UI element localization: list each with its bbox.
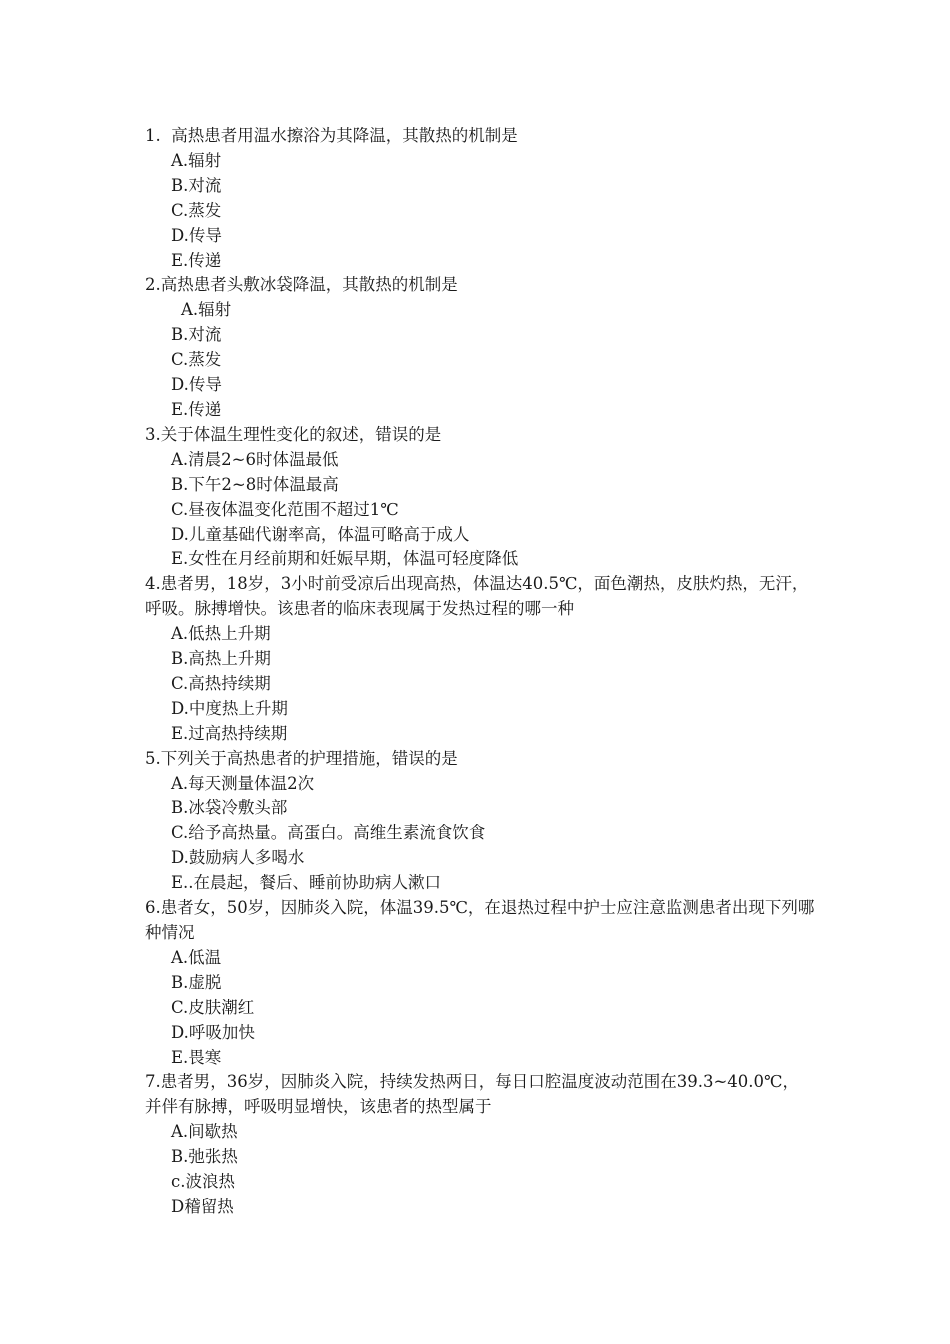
question-5 [145,747,815,896]
question-stem: 6.患者女，50岁，因肺炎入院，体温39.5℃，在退热过程中护士应注意监测患者出现下列哪种情况 [145,898,815,942]
option-e: E..在晨起，餐后、睡前协助病人漱口 [171,873,442,893]
option-c: C.皮肤潮红 [171,997,255,1017]
option-d: D.传导 [171,375,222,395]
option-d: D.鼓励病人多喝水 [171,848,305,868]
option-b: B.对流 [171,175,222,195]
option-e: E.畏寒 [171,1047,222,1067]
option-b: B.弛张热 [171,1147,238,1167]
option-c: c.波浪热 [171,1172,235,1192]
option-d: D.呼吸加快 [171,1022,255,1042]
option-c: C.蒸发 [171,350,222,370]
option-e: E.传递 [171,250,222,270]
question-stem: 4.患者男，18岁，3小时前受凉后出现高热，体温达40.5℃，面色潮热，皮肤灼热，无汗，呼吸。脉搏增快。该患者的临床表现属于发热过程的哪一种 [145,574,809,619]
question-3 [145,423,815,572]
option-c: C.蒸发 [171,200,222,220]
option-a: A.辐射 [171,150,222,170]
option-a: A.低热上升期 [171,624,271,644]
option-c: C.给予高热量。高蛋白。高维生素流食饮食 [171,823,486,843]
question-1 [145,124,815,273]
option-d: D.传导 [171,225,222,245]
question-list [145,124,815,1220]
option-e: E.过高热持续期 [171,723,288,743]
option-c: C.高热持续期 [171,673,271,693]
option-b: B.对流 [171,325,222,345]
question-stem: 7.患者男，36岁，因肺炎入院，持续发热两日，每日口腔温度波动范围在39.3~40.0℃，并伴有脉搏，呼吸明显增快，该患者的热型属于 [145,1072,799,1117]
option-a: A.低温 [171,947,222,967]
option-b: B.冰袋冷敷头部 [171,798,288,818]
option-d: D.儿童基础代谢率高，体温可略高于成人 [171,524,470,544]
option-b: B.高热上升期 [171,649,271,669]
option-d: D.中度热上升期 [171,698,288,718]
option-b: B.下午2~8时体温最高 [171,474,339,494]
option-a: A.每天测量体温2次 [171,773,315,793]
option-c: C.昼夜体温变化范围不超过1℃ [171,499,399,519]
option-d: D稽留热 [171,1196,234,1216]
question-7 [145,1070,815,1219]
question-stem: 5.下列关于高热患者的护理措施，错误的是 [145,748,458,768]
option-e: E.女性在月经前期和妊娠早期，体温可轻度降低 [171,549,519,569]
question-stem: 1. 高热患者用温水擦浴为其降温，其散热的机制是 [145,126,518,145]
option-a: A.辐射 [181,300,232,320]
option-b: B.虚脱 [171,972,222,992]
question-2 [145,273,815,422]
question-stem: 2.高热患者头敷冰袋降温，其散热的机制是 [145,275,458,295]
option-a: A.清晨2~6时体温最低 [171,449,339,469]
question-4 [145,572,815,746]
option-a: A.间歇热 [171,1122,238,1142]
option-e: E.传递 [171,399,222,419]
question-stem: 3.关于体温生理性变化的叙述，错误的是 [145,424,442,444]
question-6 [145,896,815,1070]
